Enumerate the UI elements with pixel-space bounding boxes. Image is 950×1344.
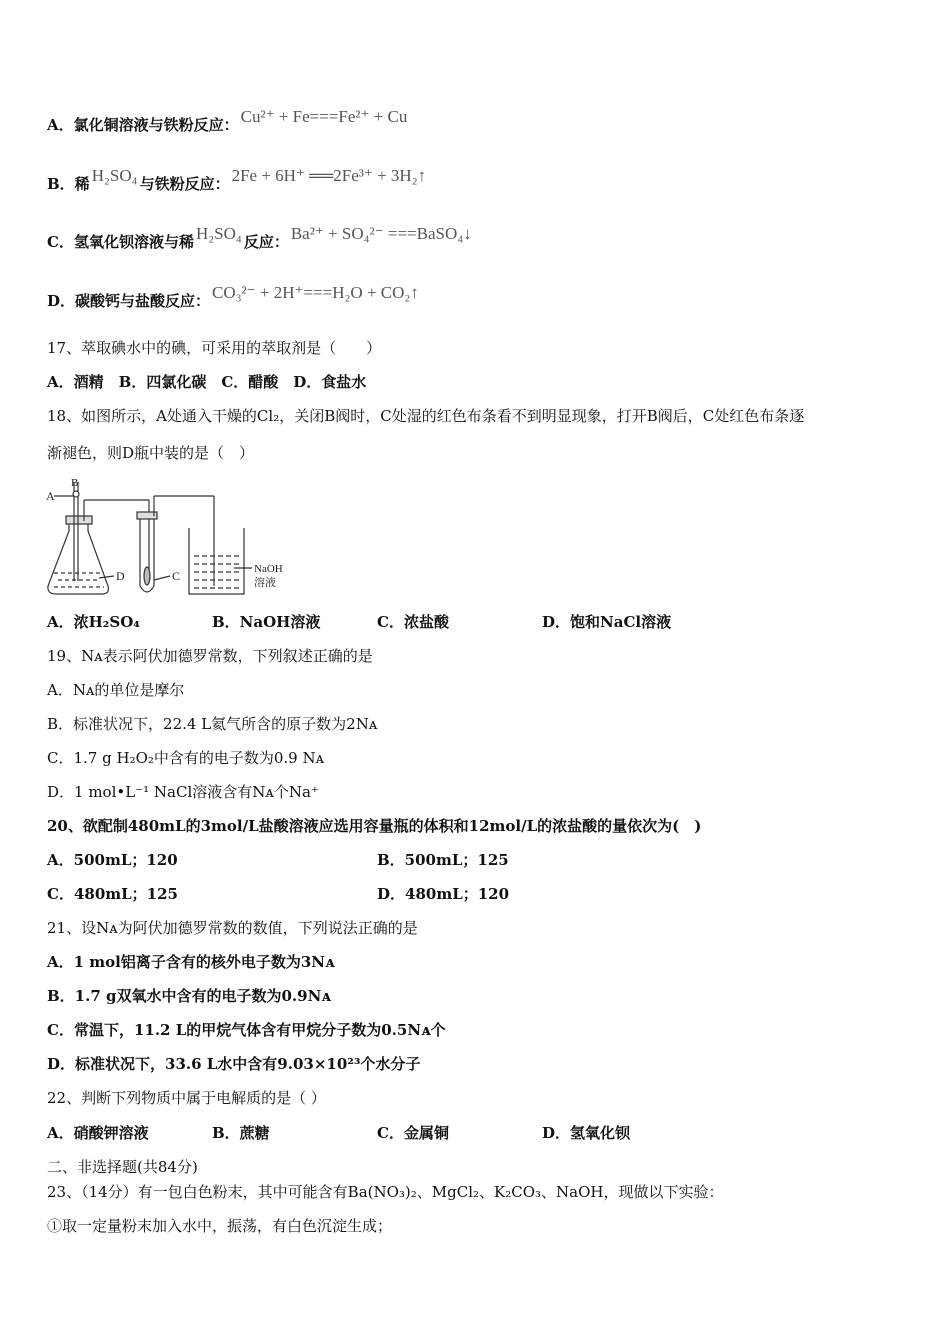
section-2-heading: 二、非选择题(共84分) bbox=[47, 1158, 198, 1176]
q16-option-c-label-2: 反应： bbox=[243, 233, 289, 251]
q16-option-c-label-1: C．氢氧化钡溶液与稀 bbox=[47, 233, 194, 251]
q16-option-a bbox=[47, 107, 409, 135]
figure-label-d: D bbox=[116, 569, 125, 583]
figure-label-naoh: NaOH bbox=[254, 563, 283, 575]
figure-label-c: C bbox=[172, 569, 181, 583]
q16-option-b bbox=[47, 166, 428, 194]
q19-option-a: A．Nᴀ的单位是摩尔 bbox=[47, 681, 185, 699]
q18-option-a: A．浓H₂SO₄ bbox=[47, 613, 140, 631]
q23-step-1: ①取一定量粉末加入水中，振荡，有白色沉淀生成； bbox=[47, 1217, 393, 1235]
q17-options: A．酒精 B．四氯化碳 C．醋酸 D．食盐水 bbox=[47, 373, 367, 391]
figure-label-solution: 溶液 bbox=[254, 577, 276, 589]
q16-option-c-formula: Ba²⁺ + SO₄²⁻ ===BaSO₄↓ bbox=[290, 224, 472, 243]
q19-option-b: B．标准状况下，22.4 L氦气所含的原子数为2Nᴀ bbox=[47, 715, 378, 733]
q16-option-b-label-2: 与铁粉反应： bbox=[139, 175, 230, 193]
q16-option-d-label: D．碳酸钙与盐酸反应： bbox=[47, 292, 211, 310]
q18-stem-line-1: 18、如图所示，A处通入干燥的Cl₂，关闭B阀时，C处湿的红色布条看不到明显现象，打开B阀后，C处红色布条逐 bbox=[47, 407, 805, 425]
q18-option-d: D．饱和NaCl溶液 bbox=[542, 613, 672, 631]
q18-option-c: C．浓盐酸 bbox=[377, 613, 449, 631]
q18-apparatus-figure bbox=[44, 476, 294, 601]
q22-option-c: C．金属铜 bbox=[377, 1124, 449, 1142]
q21-option-b: B．1.7 g双氧水中含有的电子数为0.9Nᴀ bbox=[47, 987, 331, 1005]
q20-stem: 20、欲配制480mL的3mol/L盐酸溶液应选用容量瓶的体积和12mol/L的浓盐酸的量依次为( ) bbox=[47, 817, 702, 835]
q21-option-a: A．1 mol铝离子含有的核外电子数为3Nᴀ bbox=[47, 953, 335, 971]
valve-b bbox=[73, 491, 79, 497]
q16-option-b-formula: 2Fe + 6H⁺ ══2Fe³⁺ + 3H₂↑ bbox=[231, 166, 427, 185]
q20-option-b: B．500mL；125 bbox=[377, 851, 509, 869]
q16-option-d-formula: CO₃²⁻ + 2H⁺===H₂O + CO₂↑ bbox=[212, 283, 419, 302]
q22-option-b: B．蔗糖 bbox=[212, 1124, 270, 1142]
figure-label-b: B bbox=[71, 477, 79, 489]
q16-option-b-label-1: B．稀 bbox=[47, 175, 90, 193]
q21-stem: 21、设Nᴀ为阿伏加德罗常数的数值，下列说法正确的是 bbox=[47, 919, 418, 937]
q22-option-a: A．硝酸钾溶液 bbox=[47, 1124, 149, 1142]
q16-option-a-label: A．氯化铜溶液与铁粉反应： bbox=[47, 116, 239, 134]
q19-option-d: D．1 mol•L⁻¹ NaCl溶液含有Nᴀ个Na⁺ bbox=[47, 783, 319, 801]
flask-stopper bbox=[66, 516, 92, 524]
q20-option-a: A．500mL；120 bbox=[47, 851, 178, 869]
q20-option-c: C．480mL；125 bbox=[47, 885, 178, 903]
q20-option-d: D．480mL；120 bbox=[377, 885, 510, 903]
q16-option-c-reagent: H₂SO₄ bbox=[195, 224, 242, 243]
cloth-strip-c bbox=[144, 567, 150, 585]
q22-option-d: D．氢氧化钡 bbox=[542, 1124, 631, 1142]
q22-stem: 22、判断下列物质中属于电解质的是（ ） bbox=[47, 1089, 326, 1107]
q18-option-b: B．NaOH溶液 bbox=[212, 613, 321, 631]
q18-stem-line-2: 渐褪色，则D瓶中装的是（ ） bbox=[47, 444, 255, 462]
q23-stem: 23、（14分）有一包白色粉末，其中可能含有Ba(NO₃)₂、MgCl₂、K₂CO₃、NaOH，现做以下实验： bbox=[47, 1183, 724, 1201]
q21-option-c: C．常温下，11.2 L的甲烷气体含有甲烷分子数为0.5Nᴀ个 bbox=[47, 1021, 446, 1039]
q19-stem: 19、Nᴀ表示阿伏加德罗常数，下列叙述正确的是 bbox=[47, 647, 373, 665]
q19-option-c: C．1.7 g H₂O₂中含有的电子数为0.9 Nᴀ bbox=[47, 749, 325, 767]
figure-label-a: A bbox=[46, 489, 55, 503]
q16-option-a-formula: Cu²⁺ + Fe===Fe²⁺ + Cu bbox=[240, 107, 408, 126]
q16-option-b-reagent: H₂SO₄ bbox=[91, 166, 138, 185]
q16-option-d bbox=[47, 283, 421, 311]
q17-stem: 17、萃取碘水中的碘，可采用的萃取剂是（ ） bbox=[47, 339, 382, 357]
q16-option-c bbox=[47, 224, 474, 252]
q21-option-d: D．标准状况下，33.6 L水中含有9.03×10²³个水分子 bbox=[47, 1055, 421, 1073]
beaker bbox=[189, 528, 244, 594]
